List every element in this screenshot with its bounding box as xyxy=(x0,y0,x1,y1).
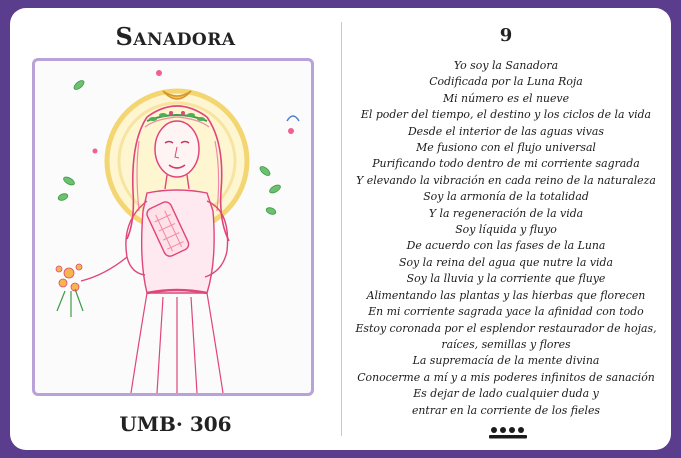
verse-line: Me fusiono con el flujo universal xyxy=(416,141,596,155)
verse-line: Soy la armonía de la totalidad xyxy=(423,190,589,204)
verse-line: Y elevando la vibración en cada reino de la naturaleza xyxy=(356,173,656,187)
maya-number-glyph xyxy=(488,426,528,440)
verse-line: Alimentando las plantas y las hierbas que florecen xyxy=(366,288,646,302)
verse-line: raíces, semillas y flores xyxy=(441,337,571,351)
verse-line: Conocerme a mí y a mis poderes infinitos de sanación xyxy=(357,370,655,384)
verse-line: Y la regeneración de la vida xyxy=(428,206,584,220)
verse-list xyxy=(341,58,671,419)
verse-line: El poder del tiempo, el destino y los ciclos de la vida xyxy=(360,108,652,122)
healer-figure-art xyxy=(35,61,311,393)
verse-line: La supremacía de la mente divina xyxy=(412,354,600,368)
skirt xyxy=(131,293,223,393)
leaf-decoration-right xyxy=(258,165,281,216)
card-code: UMB· 306 xyxy=(119,412,232,436)
card-title: Sanadora xyxy=(115,22,236,51)
verse-line: Codificada por la Luna Roja xyxy=(429,75,583,89)
verse-line: Soy la lluvia y la corriente que fluye xyxy=(406,272,606,286)
card-number: 9 xyxy=(499,25,513,46)
verse-line: entrar en la corriente de los fieles xyxy=(411,403,601,417)
healer-illustration xyxy=(32,58,314,396)
verse-line: De acuerdo con las fases de la Luna xyxy=(406,239,606,253)
verse-line: Soy líquida y fluyo xyxy=(455,223,557,237)
verse-line: Soy la reina del agua que nutre la vida xyxy=(399,255,613,269)
verse-line: Es dejar de lado cualquier duda y xyxy=(413,387,599,401)
verse-line: En mi corriente sagrada yace la afinidad con todo xyxy=(368,305,644,319)
oracle-card xyxy=(10,8,671,450)
verse-line: Mi número es el nueve xyxy=(442,91,570,105)
verse-line: Estoy coronada por el esplendor restaurador de hojas, xyxy=(355,321,657,335)
verse-line: Desde el interior de las aguas vivas xyxy=(407,124,605,138)
leaf-decoration-left xyxy=(57,79,85,202)
verse-line: Purificando todo dentro de mi corriente sagrada xyxy=(372,157,640,171)
verse-line: Yo soy la Sanadora xyxy=(453,59,559,72)
herb-bundle xyxy=(56,264,82,291)
